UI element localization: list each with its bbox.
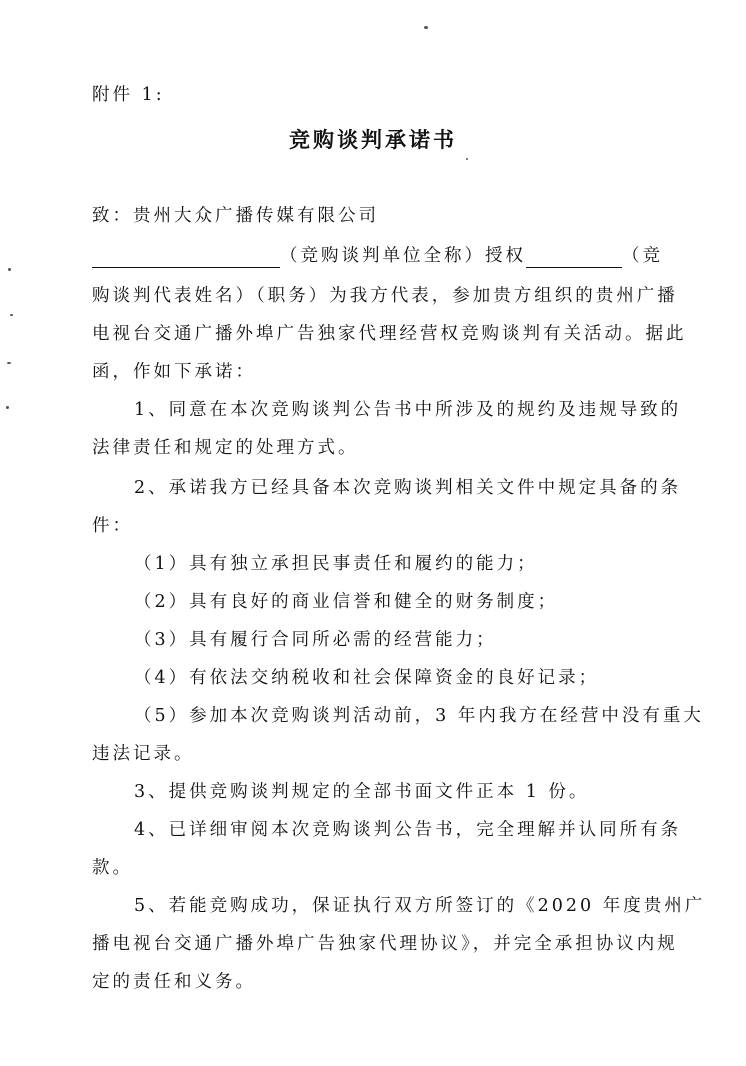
document-title: 竞购谈判承诺书	[289, 127, 457, 152]
unit-name-blank[interactable]	[92, 247, 280, 268]
sub-item-2: （2）具有良好的商业信誉和健全的财务制度；	[134, 592, 559, 612]
sub-item-5-line-1: （5）参加本次竞购谈判活动前，3 年内我方在经营中没有重大	[134, 706, 704, 726]
item-1-line-2: 法律责任和规定的处理方式。	[92, 438, 359, 458]
addressee: 致：贵州大众广播传媒有限公司	[92, 206, 379, 226]
item-4-line-2: 款。	[92, 858, 133, 878]
sub-item-5-line-2: 违法记录。	[92, 744, 195, 764]
item-4-line-1: 4、已详细审阅本次竞购谈判公告书，完全理解并认同所有条	[134, 820, 682, 840]
item-2-line-2: 件：	[92, 516, 133, 536]
item-5-line-2: 播电视台交通广播外埠广告独家代理协议》，并完全承担协议内规	[92, 934, 678, 954]
scan-speck	[466, 158, 468, 160]
item-1-line-1: 1、同意在本次竞购谈判公告书中所涉及的规约及违规导致的	[134, 400, 682, 420]
sub-item-1: （1）具有独立承担民事责任和履约的能力；	[134, 554, 538, 574]
item-3: 3、提供竞购谈判规定的全部书面文件正本 1 份。	[134, 782, 590, 802]
item-5-line-1: 5、若能竞购成功，保证执行双方所签订的《2020 年度贵州广	[134, 896, 706, 916]
representative-name-blank[interactable]	[526, 247, 622, 268]
scan-speck	[6, 406, 9, 409]
authorization-line-2: 购谈判代表姓名）（职务）为我方代表，参加贵方组织的贵州广播	[92, 286, 678, 306]
authorization-text-b: （竞	[622, 246, 663, 266]
item-2-line-1: 2、承诺我方已经具备本次竞购谈判相关文件中规定具备的条	[134, 478, 682, 498]
item-5-line-3: 定的责任和义务。	[92, 972, 256, 992]
scan-speck	[10, 314, 13, 316]
scan-speck	[424, 26, 428, 29]
sub-item-4: （4）有依法交纳税收和社会保障资金的良好记录；	[134, 668, 600, 688]
authorization-line-3: 电视台交通广播外埠广告独家代理经营权竞购谈判有关活动。据此	[92, 324, 687, 344]
scan-speck	[8, 268, 11, 271]
attachment-label: 附件 1:	[92, 85, 165, 105]
authorization-line-4: 函，作如下承诺：	[92, 362, 256, 382]
authorization-line-1	[92, 244, 663, 268]
authorization-text-a: （竞购谈判单位全称）授权	[280, 246, 526, 266]
scan-speck	[7, 362, 11, 364]
sub-item-3: （3）具有履行合同所必需的经营能力；	[134, 630, 497, 650]
